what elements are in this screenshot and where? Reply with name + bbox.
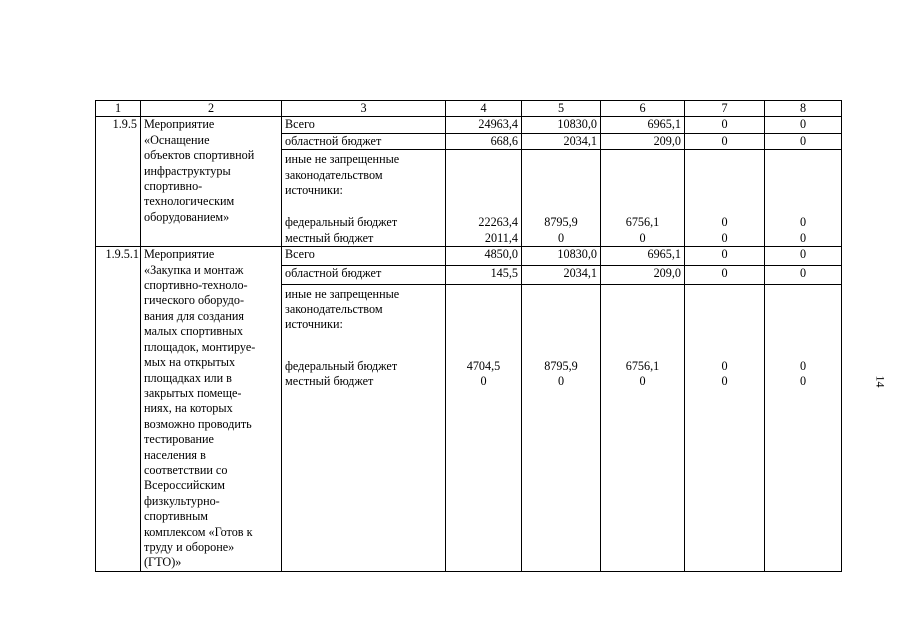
row-code: 1.9.5 — [96, 117, 141, 247]
value-cell: 8795,9 0 — [522, 215, 601, 246]
value-cell: 4704,5 0 — [446, 359, 522, 572]
value-cell: 10830,0 — [522, 117, 601, 133]
source-regional-label: областной бюджет — [282, 133, 446, 149]
source-regional-label: областной бюджет — [282, 265, 446, 284]
value-cell: 0 — [765, 265, 842, 284]
value-cell: 0 — [765, 247, 842, 266]
value-cell: 0 — [685, 133, 765, 149]
value-cell: 0 — [685, 247, 765, 266]
value-cell: 209,0 — [601, 265, 685, 284]
value-cell: 6756,1 0 — [601, 215, 685, 246]
header-cell: 8 — [765, 101, 842, 117]
value-cell: 0 — [765, 133, 842, 149]
source-fed-local-label: федеральный бюджет местный бюджет — [282, 215, 446, 246]
value-cell: 6756,1 0 — [601, 359, 685, 572]
value-cell: 22263,4 2011,4 — [446, 215, 522, 246]
page-number: 14 — [873, 375, 888, 388]
activity-name: Мероприятие «Оснащение объектов спортивной инфраструктуры спортивно- технологическим оборудованием» — [141, 117, 282, 247]
value-cell: 0 0 — [685, 359, 765, 572]
value-cell: 209,0 — [601, 133, 685, 149]
value-cell: 6965,1 — [601, 117, 685, 133]
value-cell: 0 — [685, 117, 765, 133]
activity-name: Мероприятие «Закупка и монтаж спортивно-техноло- гического оборудо- вания для создания малых спортивных площадок, монтируе- мых на открытых площадках или в закрытых помеще- ниях, на которых возможно проводить тестирование населения в соответствии со Всероссийским физкультурно- спортивным комплексом «Готов к труду и обороне» (ГТО)» — [141, 247, 282, 572]
value-cell: 0 0 — [765, 359, 842, 572]
budget-table — [95, 100, 842, 572]
header-cell: 1 — [96, 101, 141, 117]
value-cell: 6965,1 — [601, 247, 685, 266]
source-fed-local-label: федеральный бюджет местный бюджет — [282, 359, 446, 572]
value-cell: 24963,4 — [446, 117, 522, 133]
row-code: 1.9.5.1 — [96, 247, 141, 572]
value-cell: 0 — [765, 117, 842, 133]
header-cell: 2 — [141, 101, 282, 117]
value-cell: 4850,0 — [446, 247, 522, 266]
table-row — [96, 117, 842, 133]
header-cell: 6 — [601, 101, 685, 117]
value-cell: 8795,9 0 — [522, 359, 601, 572]
header-cell: 4 — [446, 101, 522, 117]
value-cell: 0 — [685, 265, 765, 284]
value-cell: 2034,1 — [522, 133, 601, 149]
value-cell: 145,5 — [446, 265, 522, 284]
header-cell: 5 — [522, 101, 601, 117]
source-total-label: Всего — [282, 117, 446, 133]
source-total-label: Всего — [282, 247, 446, 266]
value-cell: 2034,1 — [522, 265, 601, 284]
source-other-label: иные не запрещенные законодательством источники: — [282, 150, 446, 216]
header-cell: 7 — [685, 101, 765, 117]
header-row — [96, 101, 842, 117]
source-other-label: иные не запрещенные законодательством источники: — [282, 284, 446, 359]
value-cell: 0 0 — [685, 215, 765, 246]
value-cell: 668,6 — [446, 133, 522, 149]
table-row — [96, 247, 842, 266]
value-cell: 0 0 — [765, 215, 842, 246]
header-cell: 3 — [282, 101, 446, 117]
value-cell: 10830,0 — [522, 247, 601, 266]
